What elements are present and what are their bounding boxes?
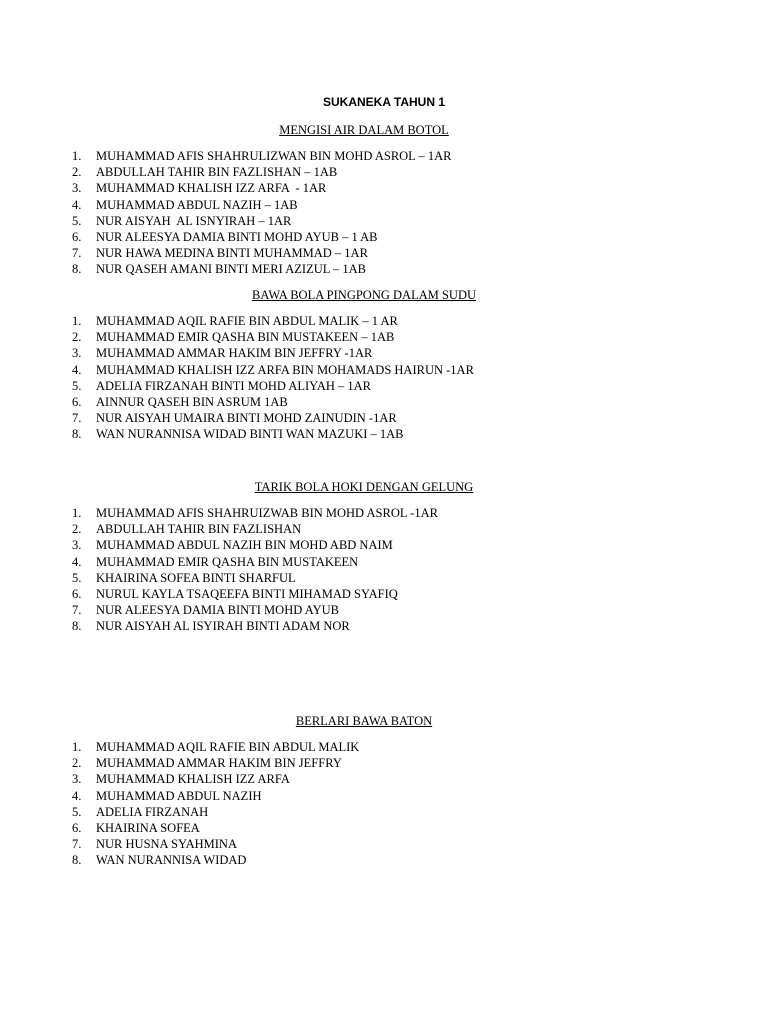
list-item: [64, 618, 438, 634]
participant-name: MUHAMMAD ABDUL NAZIH BIN MOHD ABD NAIM: [96, 538, 393, 553]
participant-name: MUHAMMAD EMIR QASHA BIN MUSTAKEEN – 1AB: [96, 330, 395, 345]
list-item: [64, 180, 451, 196]
item-number: 8.: [72, 619, 82, 634]
list-item: [64, 602, 438, 618]
list-item: [64, 197, 451, 213]
list-item: [64, 245, 451, 261]
item-number: 3.: [72, 538, 82, 553]
item-number: 4.: [72, 197, 82, 212]
list-item: [64, 261, 451, 277]
participant-name: AINNUR QASEH BIN ASRUM 1AB: [96, 394, 288, 409]
item-number: 7.: [72, 603, 82, 618]
participant-name: MUHAMMAD AMMAR HAKIM BIN JEFFRY: [96, 756, 342, 771]
participant-list-tarik-bola-hoki: [64, 505, 438, 635]
participant-list-bawa-bola-pingpong: [64, 313, 474, 443]
participant-name: NUR ALEESYA DAMIA BINTI MOHD AYUB: [96, 603, 339, 618]
participant-list-berlari-bawa-baton: [64, 739, 359, 869]
item-number: 6.: [72, 820, 82, 835]
item-number: 5.: [72, 378, 82, 393]
item-number: 7.: [72, 837, 82, 852]
list-item: [64, 852, 359, 868]
item-number: 6.: [72, 394, 82, 409]
document-title: SUKANEKA TAHUN 1: [322, 95, 445, 109]
participant-name: MUHAMMAD ABDUL NAZIH: [96, 788, 262, 803]
participant-name: KHAIRINA SOFEA BINTI SHARFUL: [96, 570, 296, 585]
participant-name: NUR AISYAH AL ISNYIRAH – 1AR: [96, 213, 292, 228]
item-number: 2.: [72, 522, 82, 537]
item-number: 1.: [72, 506, 82, 520]
list-item: [64, 148, 451, 164]
item-number: 7.: [72, 411, 82, 426]
list-item: [64, 739, 359, 755]
participant-name: ADELIA FIRZANAH: [96, 804, 209, 819]
item-number: 4.: [72, 362, 82, 377]
list-item: [64, 164, 451, 180]
list-item: [64, 362, 474, 378]
item-number: 5.: [72, 804, 82, 819]
list-item: [64, 378, 474, 394]
list-item: [64, 836, 359, 852]
item-number: 2.: [72, 756, 82, 771]
item-number: 5.: [72, 213, 82, 228]
participant-name: WAN NURANNISA WIDAD: [96, 853, 247, 868]
item-number: 6.: [72, 229, 82, 244]
list-item: [64, 804, 359, 820]
participant-name: NUR HAWA MEDINA BINTI MUHAMMAD – 1AR: [96, 246, 368, 261]
list-item: [64, 394, 474, 410]
participant-name: NUR HUSNA SYAHMINA: [96, 837, 237, 852]
item-number: 1.: [72, 314, 82, 328]
participant-name: WAN NURANNISA WIDAD BINTI WAN MAZUKI – 1AB: [96, 427, 404, 442]
list-item: [64, 570, 438, 586]
item-number: 8.: [72, 427, 82, 442]
participant-name: ABDULLAH TAHIR BIN FAZLISHAN – 1AB: [96, 165, 338, 180]
list-item: [64, 426, 474, 442]
section-heading-mengisi-air: MENGISI AIR DALAM BOTOL: [279, 123, 449, 137]
list-item: [64, 755, 359, 771]
participant-name: NUR QASEH AMANI BINTI MERI AZIZUL – 1AB: [96, 262, 367, 277]
list-item: [64, 521, 438, 537]
participant-name: NUR AISYAH UMAIRA BINTI MOHD ZAINUDIN -1AR: [96, 411, 397, 426]
list-item: [64, 820, 359, 836]
list-item: [64, 213, 451, 229]
participant-name: KHAIRINA SOFEA: [96, 820, 200, 835]
list-item: [64, 537, 438, 553]
list-item: [64, 771, 359, 787]
item-number: 4.: [72, 788, 82, 803]
item-number: 8.: [72, 262, 82, 277]
item-number: 2.: [72, 165, 82, 180]
section-heading-berlari-bawa-baton: BERLARI BAWA BATON: [295, 714, 433, 728]
item-number: 3.: [72, 772, 82, 787]
item-number: 2.: [72, 330, 82, 345]
item-number: 3.: [72, 346, 82, 361]
item-number: 4.: [72, 554, 82, 569]
item-number: 8.: [72, 853, 82, 868]
participant-name: NUR ALEESYA DAMIA BINTI MOHD AYUB – 1 AB: [96, 229, 378, 244]
list-item: [64, 554, 438, 570]
participant-name: MUHAMMAD KHALISH IZZ ARFA: [96, 772, 290, 787]
list-item: [64, 313, 474, 329]
list-item: [64, 329, 474, 345]
item-number: 3.: [72, 181, 82, 196]
participant-list-mengisi-air: [64, 148, 451, 278]
participant-name: MUHAMMAD AMMAR HAKIM BIN JEFFRY -1AR: [96, 346, 373, 361]
participant-name: NUR AISYAH AL ISYIRAH BINTI ADAM NOR: [96, 619, 350, 634]
item-number: 5.: [72, 570, 82, 585]
item-number: 1.: [72, 740, 82, 754]
participant-name: MUHAMMAD ABDUL NAZIH – 1AB: [96, 197, 298, 212]
item-number: 7.: [72, 246, 82, 261]
list-item: [64, 410, 474, 426]
participant-name: MUHAMMAD KHALISH IZZ ARFA BIN MOHAMADS HAIRUN -1AR: [96, 362, 474, 377]
list-item: [64, 505, 438, 521]
item-number: 1.: [72, 149, 82, 163]
participant-name: MUHAMMAD AQIL RAFIE BIN ABDUL MALIK – 1 AR: [96, 314, 398, 328]
participant-name: MUHAMMAD EMIR QASHA BIN MUSTAKEEN: [96, 554, 359, 569]
participant-name: MUHAMMAD AFIS SHAHRULIZWAN BIN MOHD ASROL – 1AR: [96, 149, 452, 163]
participant-name: MUHAMMAD AQIL RAFIE BIN ABDUL MALIK: [96, 740, 360, 754]
section-heading-tarik-bola-hoki: TARIK BOLA HOKI DENGAN GELUNG: [254, 480, 474, 494]
list-item: [64, 586, 438, 602]
list-item: [64, 229, 451, 245]
list-item: [64, 788, 359, 804]
participant-name: ABDULLAH TAHIR BIN FAZLISHAN: [96, 522, 302, 537]
participant-name: MUHAMMAD KHALISH IZZ ARFA - 1AR: [96, 181, 327, 196]
participant-name: MUHAMMAD AFIS SHAHRUIZWAB BIN MOHD ASROL -1AR: [96, 506, 438, 520]
participant-name: ADELIA FIRZANAH BINTI MOHD ALIYAH – 1AR: [96, 378, 371, 393]
item-number: 6.: [72, 586, 82, 601]
participant-name: NURUL KAYLA TSAQEEFA BINTI MIHAMAD SYAFIQ: [96, 586, 398, 601]
list-item: [64, 345, 474, 361]
section-heading-bawa-bola-pingpong: BAWA BOLA PINGPONG DALAM SUDU: [251, 288, 477, 302]
